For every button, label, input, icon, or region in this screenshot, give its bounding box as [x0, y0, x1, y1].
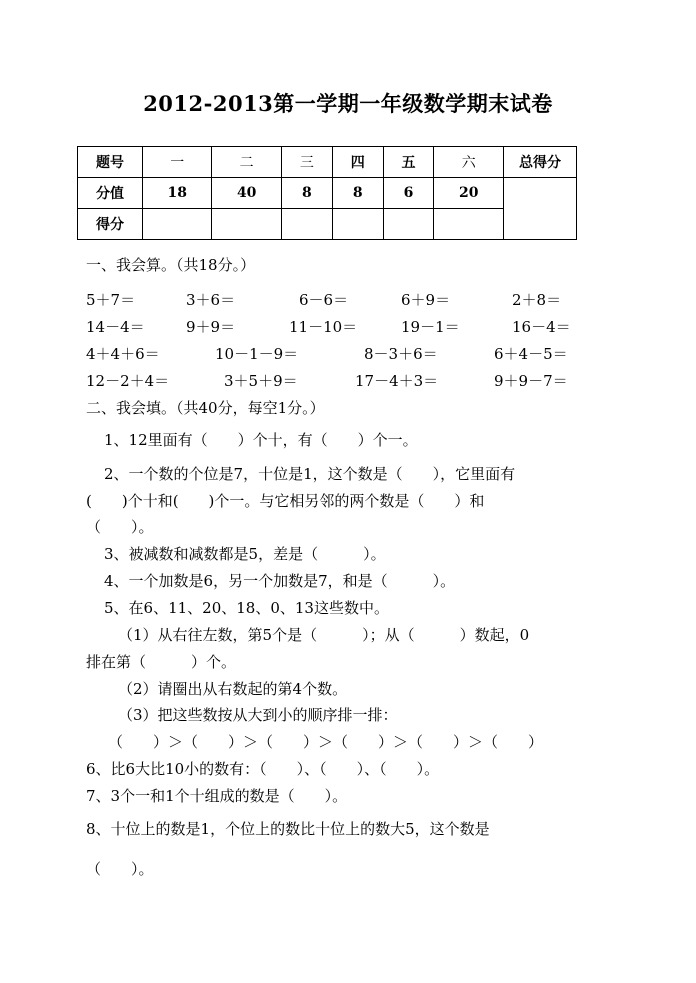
question-7: 7、3个一和1个十组成的数是（ ）。: [86, 787, 348, 805]
score-cell: [212, 209, 281, 240]
calc-item: 11－10＝: [289, 318, 358, 336]
score-table-value-row: [78, 178, 577, 209]
question-4: 4、一个加数是6，另一个加数是7，和是（ ）。: [104, 572, 456, 590]
question-2-line1: 2、一个数的个位是7，十位是1，这个数是（ ），它里面有: [104, 465, 516, 483]
header-cell: 六: [434, 147, 504, 178]
value-label: 分值: [78, 178, 143, 209]
score-table: [77, 146, 577, 240]
calc-item: 4＋4＋6＝: [86, 345, 160, 363]
question-8-line2: （ ）。: [86, 860, 154, 878]
section1-heading: 一、我会算。（共18分。）: [86, 256, 256, 274]
calc-item: 9＋9＝: [186, 318, 236, 336]
calc-item: 8－3＋6＝: [364, 345, 438, 363]
header-cell: 一: [143, 147, 212, 178]
calc-item: 3＋6＝: [186, 291, 236, 309]
question-5-3: （3）把这些数按从大到小的顺序排一排：: [118, 706, 398, 724]
header-cell: 五: [383, 147, 434, 178]
score-label: 得分: [78, 209, 143, 240]
score-table-header-row: [78, 147, 577, 178]
total-score-cell: [504, 178, 577, 240]
score-cell: [281, 209, 332, 240]
value-cell: 8: [281, 178, 332, 209]
question-8-line1: 8、十位上的数是1，个位上的数比十位上的数大5，这个数是: [86, 820, 490, 838]
header-cell: 四: [332, 147, 383, 178]
score-cell: [434, 209, 504, 240]
score-cell: [332, 209, 383, 240]
question-5-1-line2: 排在第（ ）个。: [86, 653, 237, 671]
question-5-2: （2）请圈出从右数起的第4个数。: [118, 680, 348, 698]
score-table-score-row: [78, 209, 577, 240]
header-cell-total: 总得分: [504, 147, 577, 178]
calc-item: 10－1－9＝: [215, 345, 299, 363]
question-2-line3: （ ）。: [86, 518, 154, 536]
calc-item: 6＋4－5＝: [494, 345, 568, 363]
calc-item: 16－4＝: [512, 318, 571, 336]
header-cell: 题号: [78, 147, 143, 178]
section2-heading: 二、我会填。（共40分，每空1分。）: [86, 399, 325, 417]
score-cell: [383, 209, 434, 240]
header-cell: 三: [281, 147, 332, 178]
calc-item: 6＋9＝: [401, 291, 451, 309]
score-cell: [143, 209, 212, 240]
header-cell: 二: [212, 147, 281, 178]
question-5-3-blanks: （ ）＞（ ）＞（ ）＞（ ）＞（ ）＞（ ）: [108, 733, 544, 751]
calc-item: 9＋9－7＝: [494, 372, 568, 390]
question-5-1-line1: （1）从右往左数，第5个是（ ）；从（ ）数起，0: [118, 626, 530, 644]
question-6: 6、比6大比10小的数有：（ ）、（ ）、（ ）。: [86, 760, 440, 778]
value-cell: 40: [212, 178, 281, 209]
calc-item: 3＋5＋9＝: [224, 372, 298, 390]
value-cell: 18: [143, 178, 212, 209]
value-cell: 8: [332, 178, 383, 209]
value-cell: 20: [434, 178, 504, 209]
calc-item: 14－4＝: [86, 318, 145, 336]
question-1: 1、12里面有（ ）个十，有（ ）个一。: [104, 431, 418, 449]
calc-item: 2＋8＝: [512, 291, 562, 309]
value-cell: 6: [383, 178, 434, 209]
calc-item: 6－6＝: [299, 291, 349, 309]
calc-item: 12－2＋4＝: [86, 372, 170, 390]
question-5: 5、在6、11、20、18、0、13这些数中。: [104, 599, 389, 617]
question-3: 3、被减数和减数都是5，差是（ ）。: [104, 545, 386, 563]
page-title: 2012-2013第一学期一年级数学期末试卷: [143, 91, 553, 116]
calc-item: 19－1＝: [401, 318, 460, 336]
question-2-line2: ( )个十和( )个一。与它相另邻的两个数是（ ）和: [86, 492, 485, 510]
calc-item: 17－4＋3＝: [355, 372, 439, 390]
calc-item: 5＋7＝: [86, 291, 136, 309]
